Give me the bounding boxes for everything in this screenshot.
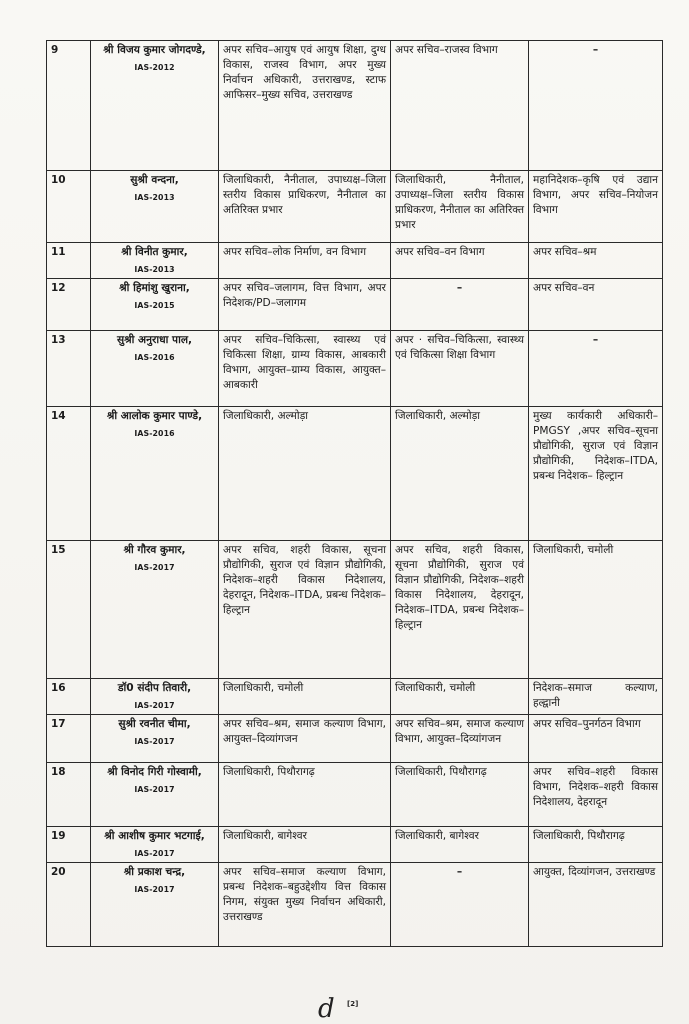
officer-name: श्री गौरव कुमार, [123, 544, 186, 556]
table-row [47, 715, 663, 763]
table-row [47, 763, 663, 827]
retained-posting-cell: जिलाधिकारी, अल्मोड़ा [391, 407, 529, 541]
table-row [47, 243, 663, 279]
retained-posting-cell: जिलाधिकारी, पिथौरागढ़ [391, 763, 529, 827]
officer-name-cell [91, 243, 219, 279]
serial-number-cell: 17 [47, 715, 91, 763]
ias-batch: IAS-2017 [134, 563, 175, 572]
new-posting-cell: अपर सचिव–शहरी विकास विभाग, निदेशक–शहरी विकास निदेशालय, देहरादून [529, 763, 663, 827]
serial-number-cell: 11 [47, 243, 91, 279]
officer-name: श्री हिमांशु खुराना, [119, 282, 190, 294]
ias-batch: IAS-2015 [134, 301, 175, 310]
officer-name-cell [91, 763, 219, 827]
retained-posting-cell: जिलाधिकारी, नैनीताल, उपाध्यक्ष–जिला स्तरीय विकास प्राधिकरण, नैनीताल का अतिरिक्त प्रभार [391, 171, 529, 243]
serial-number-cell: 20 [47, 863, 91, 947]
new-posting-cell: अपर सचिव–वन [529, 279, 663, 331]
ias-batch: IAS-2016 [134, 353, 175, 362]
current-posting-cell: जिलाधिकारी, नैनीताल, उपाध्यक्ष–जिला स्तरीय विकास प्राधिकरण, नैनीताल का अतिरिक्त प्रभार [219, 171, 391, 243]
serial-number-cell: 10 [47, 171, 91, 243]
signature-initial: d [318, 994, 335, 1024]
serial-number-cell: 15 [47, 541, 91, 679]
new-posting-cell: अपर सचिव–श्रम [529, 243, 663, 279]
officer-name: श्री विनीत कुमार, [121, 246, 188, 258]
officer-name-cell [91, 407, 219, 541]
ias-batch: IAS-2017 [134, 885, 175, 894]
current-posting-cell: अपर सचिव–समाज कल्याण विभाग, प्रबन्ध निदेशक–बहुउद्देशीय वित्त विकास निगम, संयुक्त मुख्य निर्वाचन अधिकारी, उत्तराखण्ड [219, 863, 391, 947]
table-row [47, 331, 663, 407]
current-posting-cell: अपर सचिव–जलागम, वित्त विभाग, अपर निदेशक/PD–जलागम [219, 279, 391, 331]
serial-number-cell: 12 [47, 279, 91, 331]
new-posting-cell: महानिदेशक–कृषि एवं उद्यान विभाग, अपर सचिव–नियोजन विभाग [529, 171, 663, 243]
retained-posting-cell: जिलाधिकारी, चमोली [391, 679, 529, 715]
officer-name-cell [91, 679, 219, 715]
table-row [47, 541, 663, 679]
serial-number-cell: 16 [47, 679, 91, 715]
officer-name: सुश्री वन्दना, [130, 174, 179, 186]
ias-batch: IAS-2017 [134, 785, 175, 794]
new-posting-cell: आयुक्त, दिव्यांगजन, उत्तराखण्ड [529, 863, 663, 947]
ias-batch: IAS-2017 [134, 701, 175, 710]
table-row [47, 863, 663, 947]
officer-name-cell [91, 715, 219, 763]
serial-number-cell: 9 [47, 41, 91, 171]
ias-batch: IAS-2013 [134, 265, 175, 274]
table-row [47, 41, 663, 171]
new-posting-cell: निदेशक–समाज कल्याण, हल्द्वानी [529, 679, 663, 715]
officer-name: श्री विजय कुमार जोगदण्डे, [103, 44, 206, 56]
page-number: [2] [347, 1000, 359, 1008]
new-posting-cell: अपर सचिव–पुनर्गठन विभाग [529, 715, 663, 763]
officer-name-cell [91, 171, 219, 243]
new-posting-cell: जिलाधिकारी, पिथौरागढ़ [529, 827, 663, 863]
current-posting-cell: अपर सचिव, शहरी विकास, सूचना प्रौद्योगिकी, सुराज एवं विज्ञान प्रौद्योगिकी, निदेशक–शहरी विकास निदेशालय, देहरादून, निदेशक–ITDA, प्रबन्ध निदेशक–हिल्ट्रान [219, 541, 391, 679]
serial-number-cell: 18 [47, 763, 91, 827]
officer-name-cell [91, 279, 219, 331]
retained-posting-cell: अपर सचिव–वन विभाग [391, 243, 529, 279]
officer-name-cell [91, 827, 219, 863]
table-row [47, 171, 663, 243]
retained-posting-cell: अपर सचिव–श्रम, समाज कल्याण विभाग, आयुक्त–दिव्यांगजन [391, 715, 529, 763]
officer-name-cell [91, 863, 219, 947]
officer-name: डॉ0 संदीप तिवारी, [117, 682, 192, 694]
table-row [47, 679, 663, 715]
new-posting-cell: – [529, 331, 663, 407]
current-posting-cell: जिलाधिकारी, बागेश्वर [219, 827, 391, 863]
ias-batch: IAS-2012 [134, 63, 175, 72]
ias-batch: IAS-2017 [134, 849, 175, 858]
serial-number-cell: 19 [47, 827, 91, 863]
table-row [47, 407, 663, 541]
current-posting-cell: जिलाधिकारी, अल्मोड़ा [219, 407, 391, 541]
officer-name: सुश्री रवनीत चीमा, [118, 718, 191, 730]
ias-batch: IAS-2017 [134, 737, 175, 746]
new-posting-cell: – [529, 41, 663, 171]
ias-batch: IAS-2016 [134, 429, 175, 438]
serial-number-cell: 13 [47, 331, 91, 407]
retained-posting-cell: अपर सचिव–राजस्व विभाग [391, 41, 529, 171]
new-posting-cell: जिलाधिकारी, चमोली [529, 541, 663, 679]
officer-transfer-table [46, 40, 663, 947]
table-row [47, 827, 663, 863]
officer-name: श्री विनोद गिरी गोस्वामी, [107, 766, 202, 778]
officer-name: श्री आलोक कुमार पाण्डे, [106, 410, 203, 422]
officer-name-cell [91, 41, 219, 171]
table-body [47, 41, 663, 947]
retained-posting-cell: अपर · सचिव–चिकित्सा, स्वास्थ्य एवं चिकित्सा शिक्षा विभाग [391, 331, 529, 407]
current-posting-cell: अपर सचिव–आयुष एवं आयुष शिक्षा, दुग्ध विकास, राजस्व विभाग, अपर मुख्य निर्वाचन अधिकारी, उत्तराखण्ड, स्टाफ आफिसर–मुख्य सचिव, उत्तराखण्ड [219, 41, 391, 171]
table-row [47, 279, 663, 331]
ias-batch: IAS-2013 [134, 193, 175, 202]
current-posting-cell: जिलाधिकारी, चमोली [219, 679, 391, 715]
officer-name: सुश्री अनुराधा पाल, [116, 334, 193, 346]
current-posting-cell: अपर सचिव–चिकित्सा, स्वास्थ्य एवं चिकित्सा शिक्षा, ग्राम्य विकास, आबकारी विभाग, आयुक्त–ग्राम्य विकास, आयुक्त–आबकारी [219, 331, 391, 407]
new-posting-cell: मुख्य कार्यकारी अधिकारी–PMGSY ,अपर सचिव–सूचना प्रौद्योगिकी, सुराज एवं विज्ञान प्रौद्योगिकी, निदेशक–ITDA, प्रबन्ध निदेशक– हिल्ट्रान [529, 407, 663, 541]
current-posting-cell: अपर सचिव–लोक निर्माण, वन विभाग [219, 243, 391, 279]
officer-name: श्री प्रकाश चन्द्र, [123, 866, 186, 878]
retained-posting-cell: – [391, 863, 529, 947]
retained-posting-cell: अपर सचिव, शहरी विकास, सूचना प्रौद्योगिकी, सुराज एवं विज्ञान प्रौद्योगिकी, निदेशक–शहरी विकास निदेशालय, देहरादून, निदेशक–ITDA, प्रबन्ध निदेशक–हिल्ट्रान [391, 541, 529, 679]
current-posting-cell: जिलाधिकारी, पिथौरागढ़ [219, 763, 391, 827]
officer-name-cell [91, 331, 219, 407]
retained-posting-cell: जिलाधिकारी, बागेश्वर [391, 827, 529, 863]
officer-name-cell [91, 541, 219, 679]
serial-number-cell: 14 [47, 407, 91, 541]
current-posting-cell: अपर सचिव–श्रम, समाज कल्याण विभाग, आयुक्त–दिव्यांगजन [219, 715, 391, 763]
retained-posting-cell: – [391, 279, 529, 331]
officer-name: श्री आशीष कुमार भटगाई, [104, 830, 205, 842]
